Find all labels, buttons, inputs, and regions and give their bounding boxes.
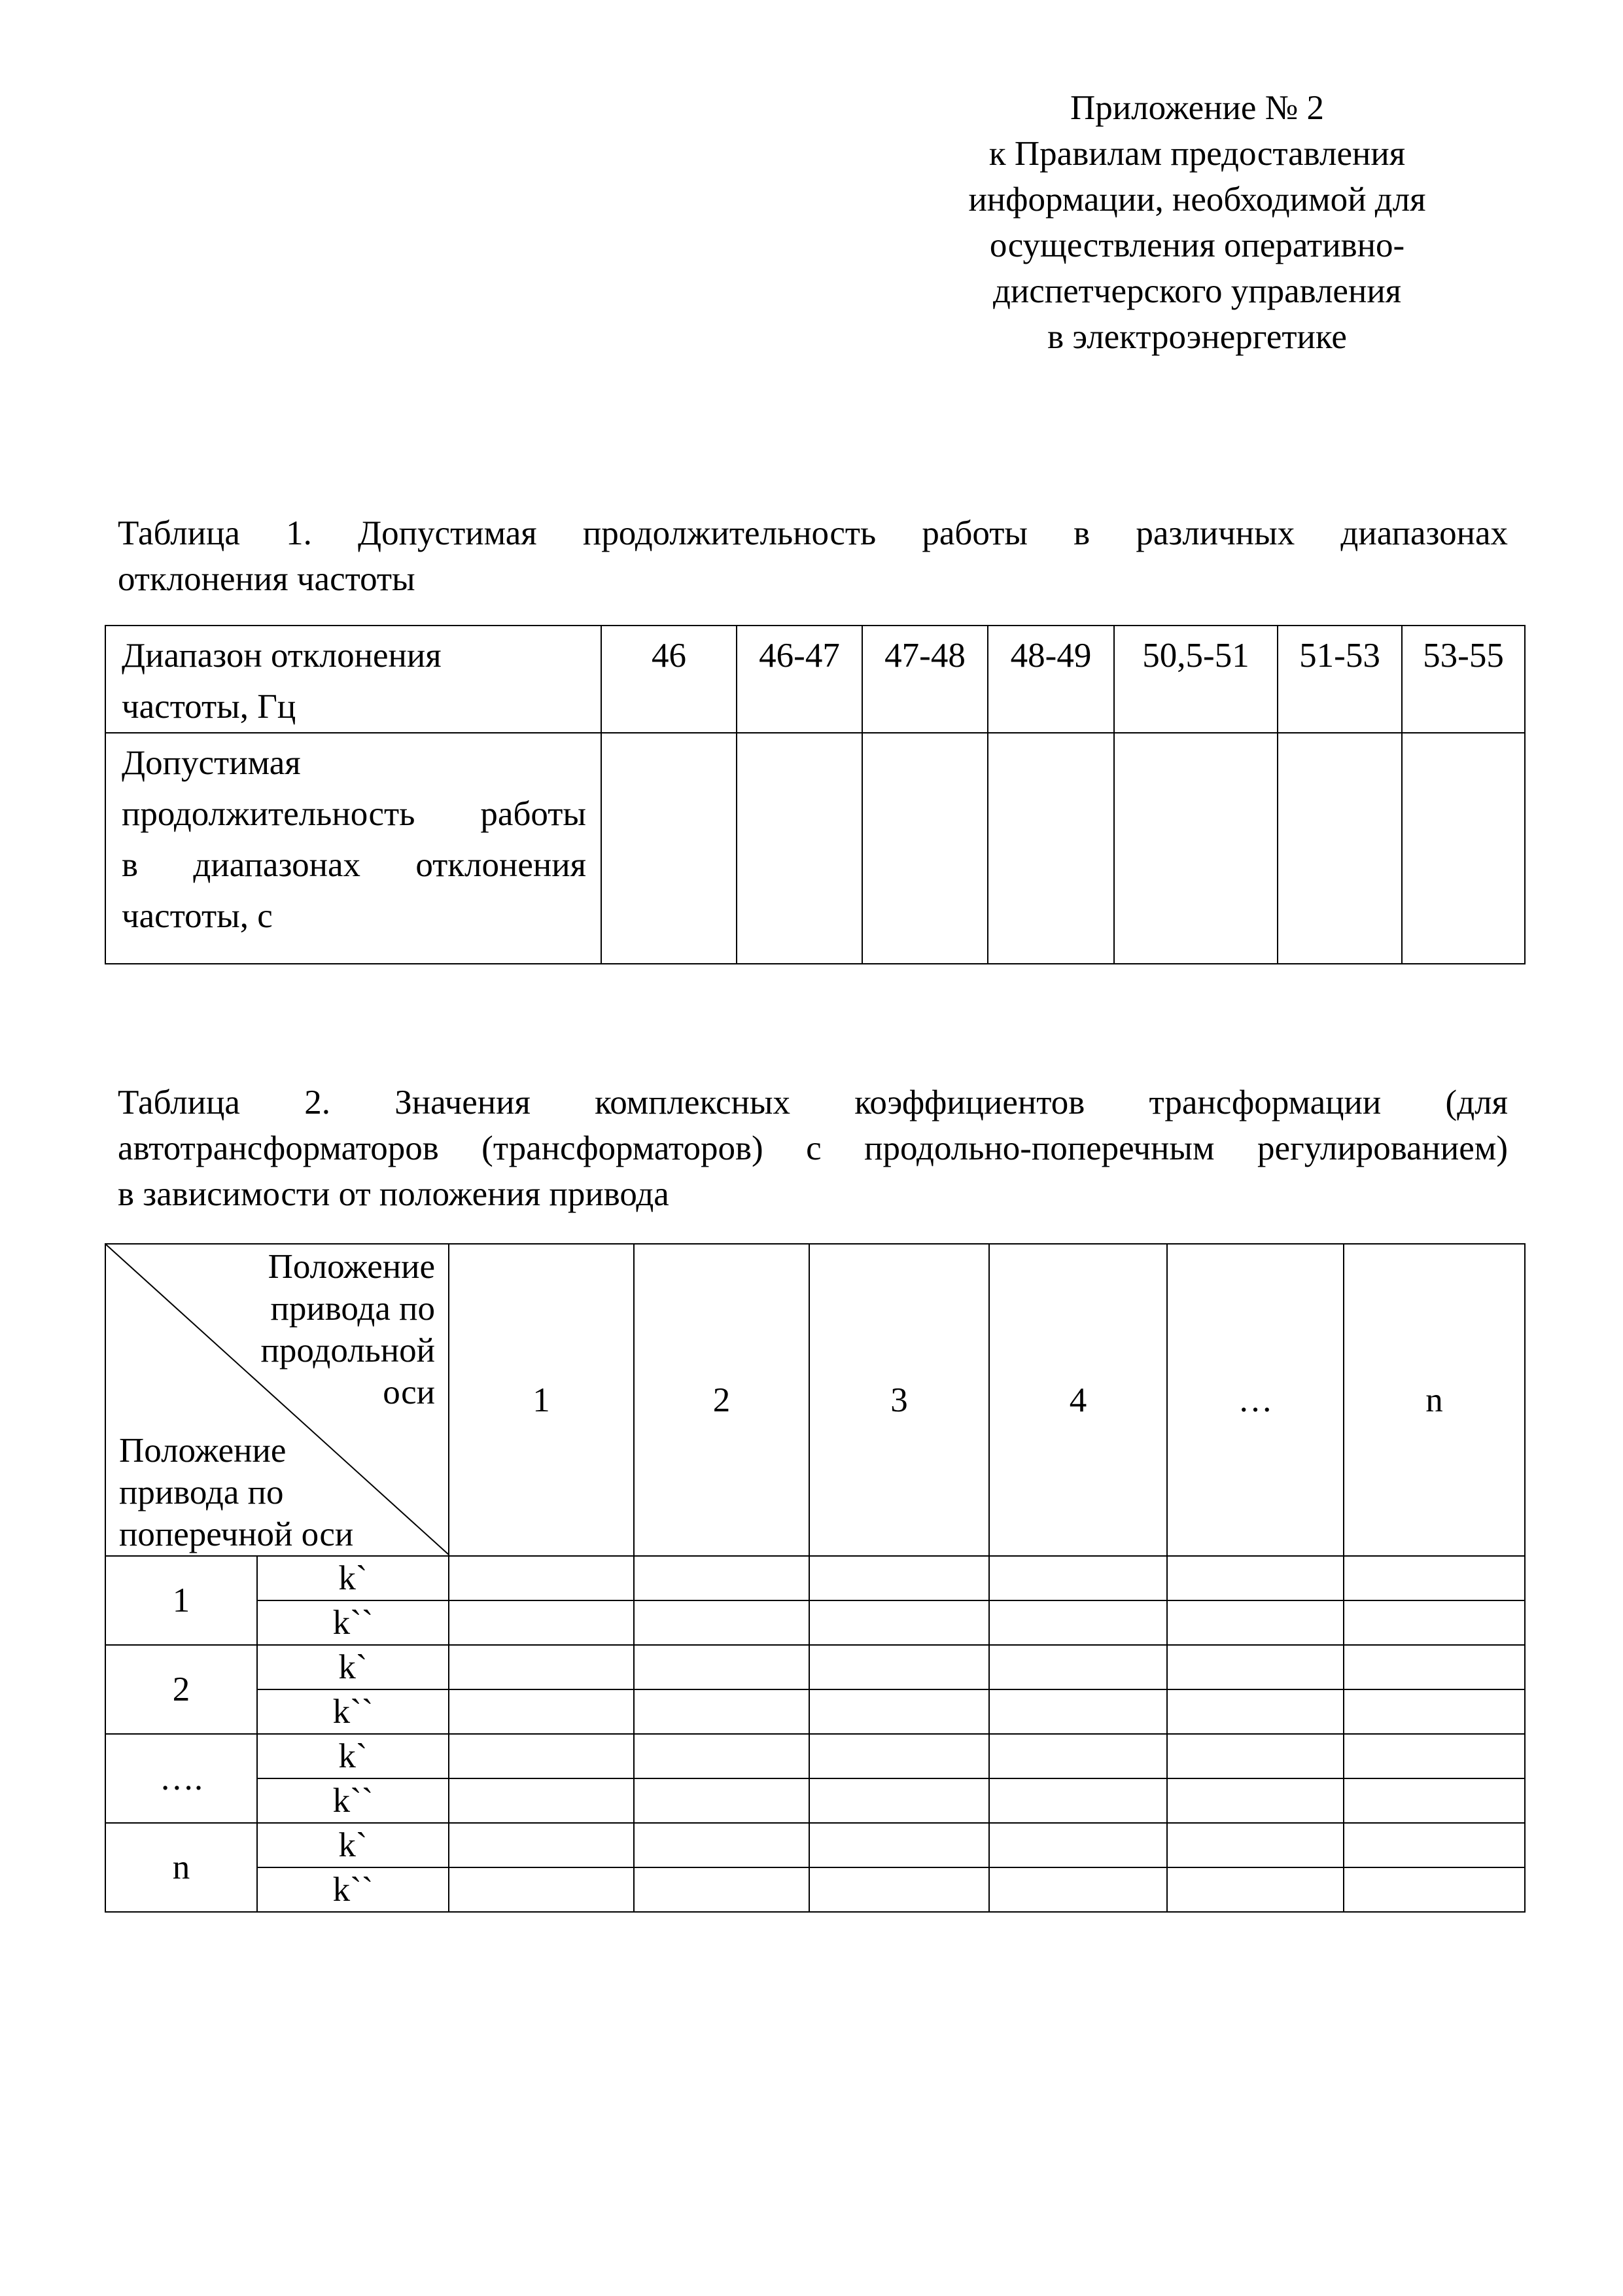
caption-line: автотрансформаторов (трансформаторов) с продольно-поперечным регулированием)	[118, 1129, 1508, 1167]
table-row	[105, 1600, 1525, 1645]
frequency-table	[105, 625, 1526, 964]
empty-cell	[1402, 733, 1525, 964]
table-row	[105, 1645, 1525, 1689]
corner-bottom-label	[119, 1430, 353, 1555]
empty-cell	[989, 1556, 1167, 1600]
table-row	[105, 733, 1525, 964]
table-row	[105, 1556, 1525, 1600]
empty-cell	[449, 1867, 634, 1912]
coefficient-label: k`	[257, 1734, 449, 1778]
corner-line: Положение	[268, 1248, 435, 1286]
column-header: n	[1344, 1244, 1525, 1556]
range-cell: 46	[601, 626, 737, 733]
coefficient-label: k``	[257, 1867, 449, 1912]
header-line: Допустимая	[122, 744, 301, 782]
column-header: 3	[809, 1244, 989, 1556]
empty-cell	[601, 733, 737, 964]
column-header: 1	[449, 1244, 634, 1556]
empty-cell	[449, 1600, 634, 1645]
empty-cell	[989, 1823, 1167, 1867]
column-header: 2	[634, 1244, 809, 1556]
empty-cell	[449, 1734, 634, 1778]
empty-cell	[989, 1778, 1167, 1823]
column-header: 4	[989, 1244, 1167, 1556]
table-row	[105, 1778, 1525, 1823]
table-header-row	[105, 1244, 1525, 1556]
empty-cell	[989, 1867, 1167, 1912]
table2-caption	[118, 1080, 1508, 1217]
appendix-line: диспетчерского управления	[992, 272, 1402, 310]
caption-line: Таблица 1. Допустимая продолжительность работы в различных диапазонах	[118, 514, 1508, 552]
empty-cell	[1167, 1645, 1344, 1689]
caption-line: отклонения частоты	[118, 560, 415, 598]
coefficient-label: k`	[257, 1645, 449, 1689]
column-header: …	[1167, 1244, 1344, 1556]
corner-line: продольной	[260, 1332, 435, 1369]
table1-caption	[118, 510, 1508, 602]
row-header: n	[105, 1823, 257, 1912]
empty-cell	[989, 1645, 1167, 1689]
header-line: продолжительность работы	[122, 795, 586, 833]
empty-cell	[989, 1600, 1167, 1645]
empty-cell	[1344, 1556, 1525, 1600]
row-header: 2	[105, 1645, 257, 1734]
coefficient-label: k``	[257, 1778, 449, 1823]
corner-line: Положение	[119, 1432, 287, 1470]
empty-cell	[1344, 1823, 1525, 1867]
coefficient-label: k`	[257, 1823, 449, 1867]
range-cell: 53-55	[1402, 626, 1525, 733]
corner-line: оси	[383, 1373, 435, 1411]
appendix-header	[870, 85, 1524, 360]
empty-cell	[989, 1689, 1167, 1734]
empty-cell	[1114, 733, 1278, 964]
empty-cell	[1344, 1778, 1525, 1823]
empty-cell	[1167, 1778, 1344, 1823]
appendix-line: Приложение № 2	[1070, 89, 1325, 127]
empty-cell	[809, 1778, 989, 1823]
empty-cell	[989, 1734, 1167, 1778]
row-header: ….	[105, 1734, 257, 1823]
empty-cell	[449, 1689, 634, 1734]
empty-cell	[862, 733, 988, 964]
table-row	[105, 1689, 1525, 1734]
empty-cell	[737, 733, 862, 964]
empty-cell	[1167, 1734, 1344, 1778]
empty-cell	[634, 1689, 809, 1734]
empty-cell	[1344, 1689, 1525, 1734]
transformation-coefficients-table	[105, 1243, 1526, 1913]
appendix-line: информации, необходимой для	[968, 181, 1426, 219]
corner-line: привода по	[270, 1290, 435, 1328]
empty-cell	[449, 1778, 634, 1823]
table-row	[105, 626, 1525, 733]
range-cell: 48-49	[988, 626, 1114, 733]
header-line: частоты, Гц	[122, 688, 296, 726]
empty-cell	[1344, 1600, 1525, 1645]
coefficient-label: k``	[257, 1689, 449, 1734]
empty-cell	[634, 1645, 809, 1689]
empty-cell	[809, 1867, 989, 1912]
empty-cell	[988, 733, 1114, 964]
empty-cell	[449, 1645, 634, 1689]
empty-cell	[1344, 1645, 1525, 1689]
empty-cell	[809, 1734, 989, 1778]
range-cell: 47-48	[862, 626, 988, 733]
table-row	[105, 1823, 1525, 1867]
empty-cell	[1167, 1867, 1344, 1912]
empty-cell	[809, 1689, 989, 1734]
empty-cell	[449, 1823, 634, 1867]
empty-cell	[1344, 1734, 1525, 1778]
caption-line: в зависимости от положения привода	[118, 1175, 669, 1213]
table-row	[105, 1867, 1525, 1912]
empty-cell	[1167, 1556, 1344, 1600]
empty-cell	[1167, 1600, 1344, 1645]
header-line: Диапазон отклонения	[122, 637, 442, 675]
appendix-line: к Правилам предоставления	[988, 135, 1406, 173]
empty-cell	[1167, 1823, 1344, 1867]
empty-cell	[1167, 1689, 1344, 1734]
empty-cell	[1278, 733, 1402, 964]
row-header: 1	[105, 1556, 257, 1645]
coefficient-label: k`	[257, 1556, 449, 1600]
appendix-line: осуществления оперативно-	[989, 226, 1405, 264]
appendix-line: в электроэнергетике	[1047, 318, 1347, 356]
coefficient-label: k``	[257, 1600, 449, 1645]
empty-cell	[809, 1556, 989, 1600]
empty-cell	[634, 1734, 809, 1778]
corner-line: поперечной оси	[119, 1515, 354, 1553]
header-line: в диапазонах отклонения	[122, 846, 586, 884]
range-cell: 50,5-51	[1114, 626, 1278, 733]
header-line: частоты, с	[122, 897, 273, 935]
empty-cell	[634, 1778, 809, 1823]
empty-cell	[809, 1600, 989, 1645]
empty-cell	[449, 1556, 634, 1600]
empty-cell	[634, 1556, 809, 1600]
empty-cell	[634, 1600, 809, 1645]
row-header	[105, 733, 601, 964]
range-cell: 51-53	[1278, 626, 1402, 733]
corner-header	[105, 1244, 449, 1556]
empty-cell	[1344, 1867, 1525, 1912]
empty-cell	[634, 1823, 809, 1867]
caption-line: Таблица 2. Значения комплексных коэффициентов трансформации (для	[118, 1084, 1508, 1122]
empty-cell	[809, 1645, 989, 1689]
range-cell: 46-47	[737, 626, 862, 733]
empty-cell	[809, 1823, 989, 1867]
corner-top-label	[261, 1246, 435, 1413]
table-row	[105, 1734, 1525, 1778]
empty-cell	[634, 1867, 809, 1912]
corner-line: привода по	[119, 1474, 284, 1511]
row-header	[105, 626, 601, 733]
